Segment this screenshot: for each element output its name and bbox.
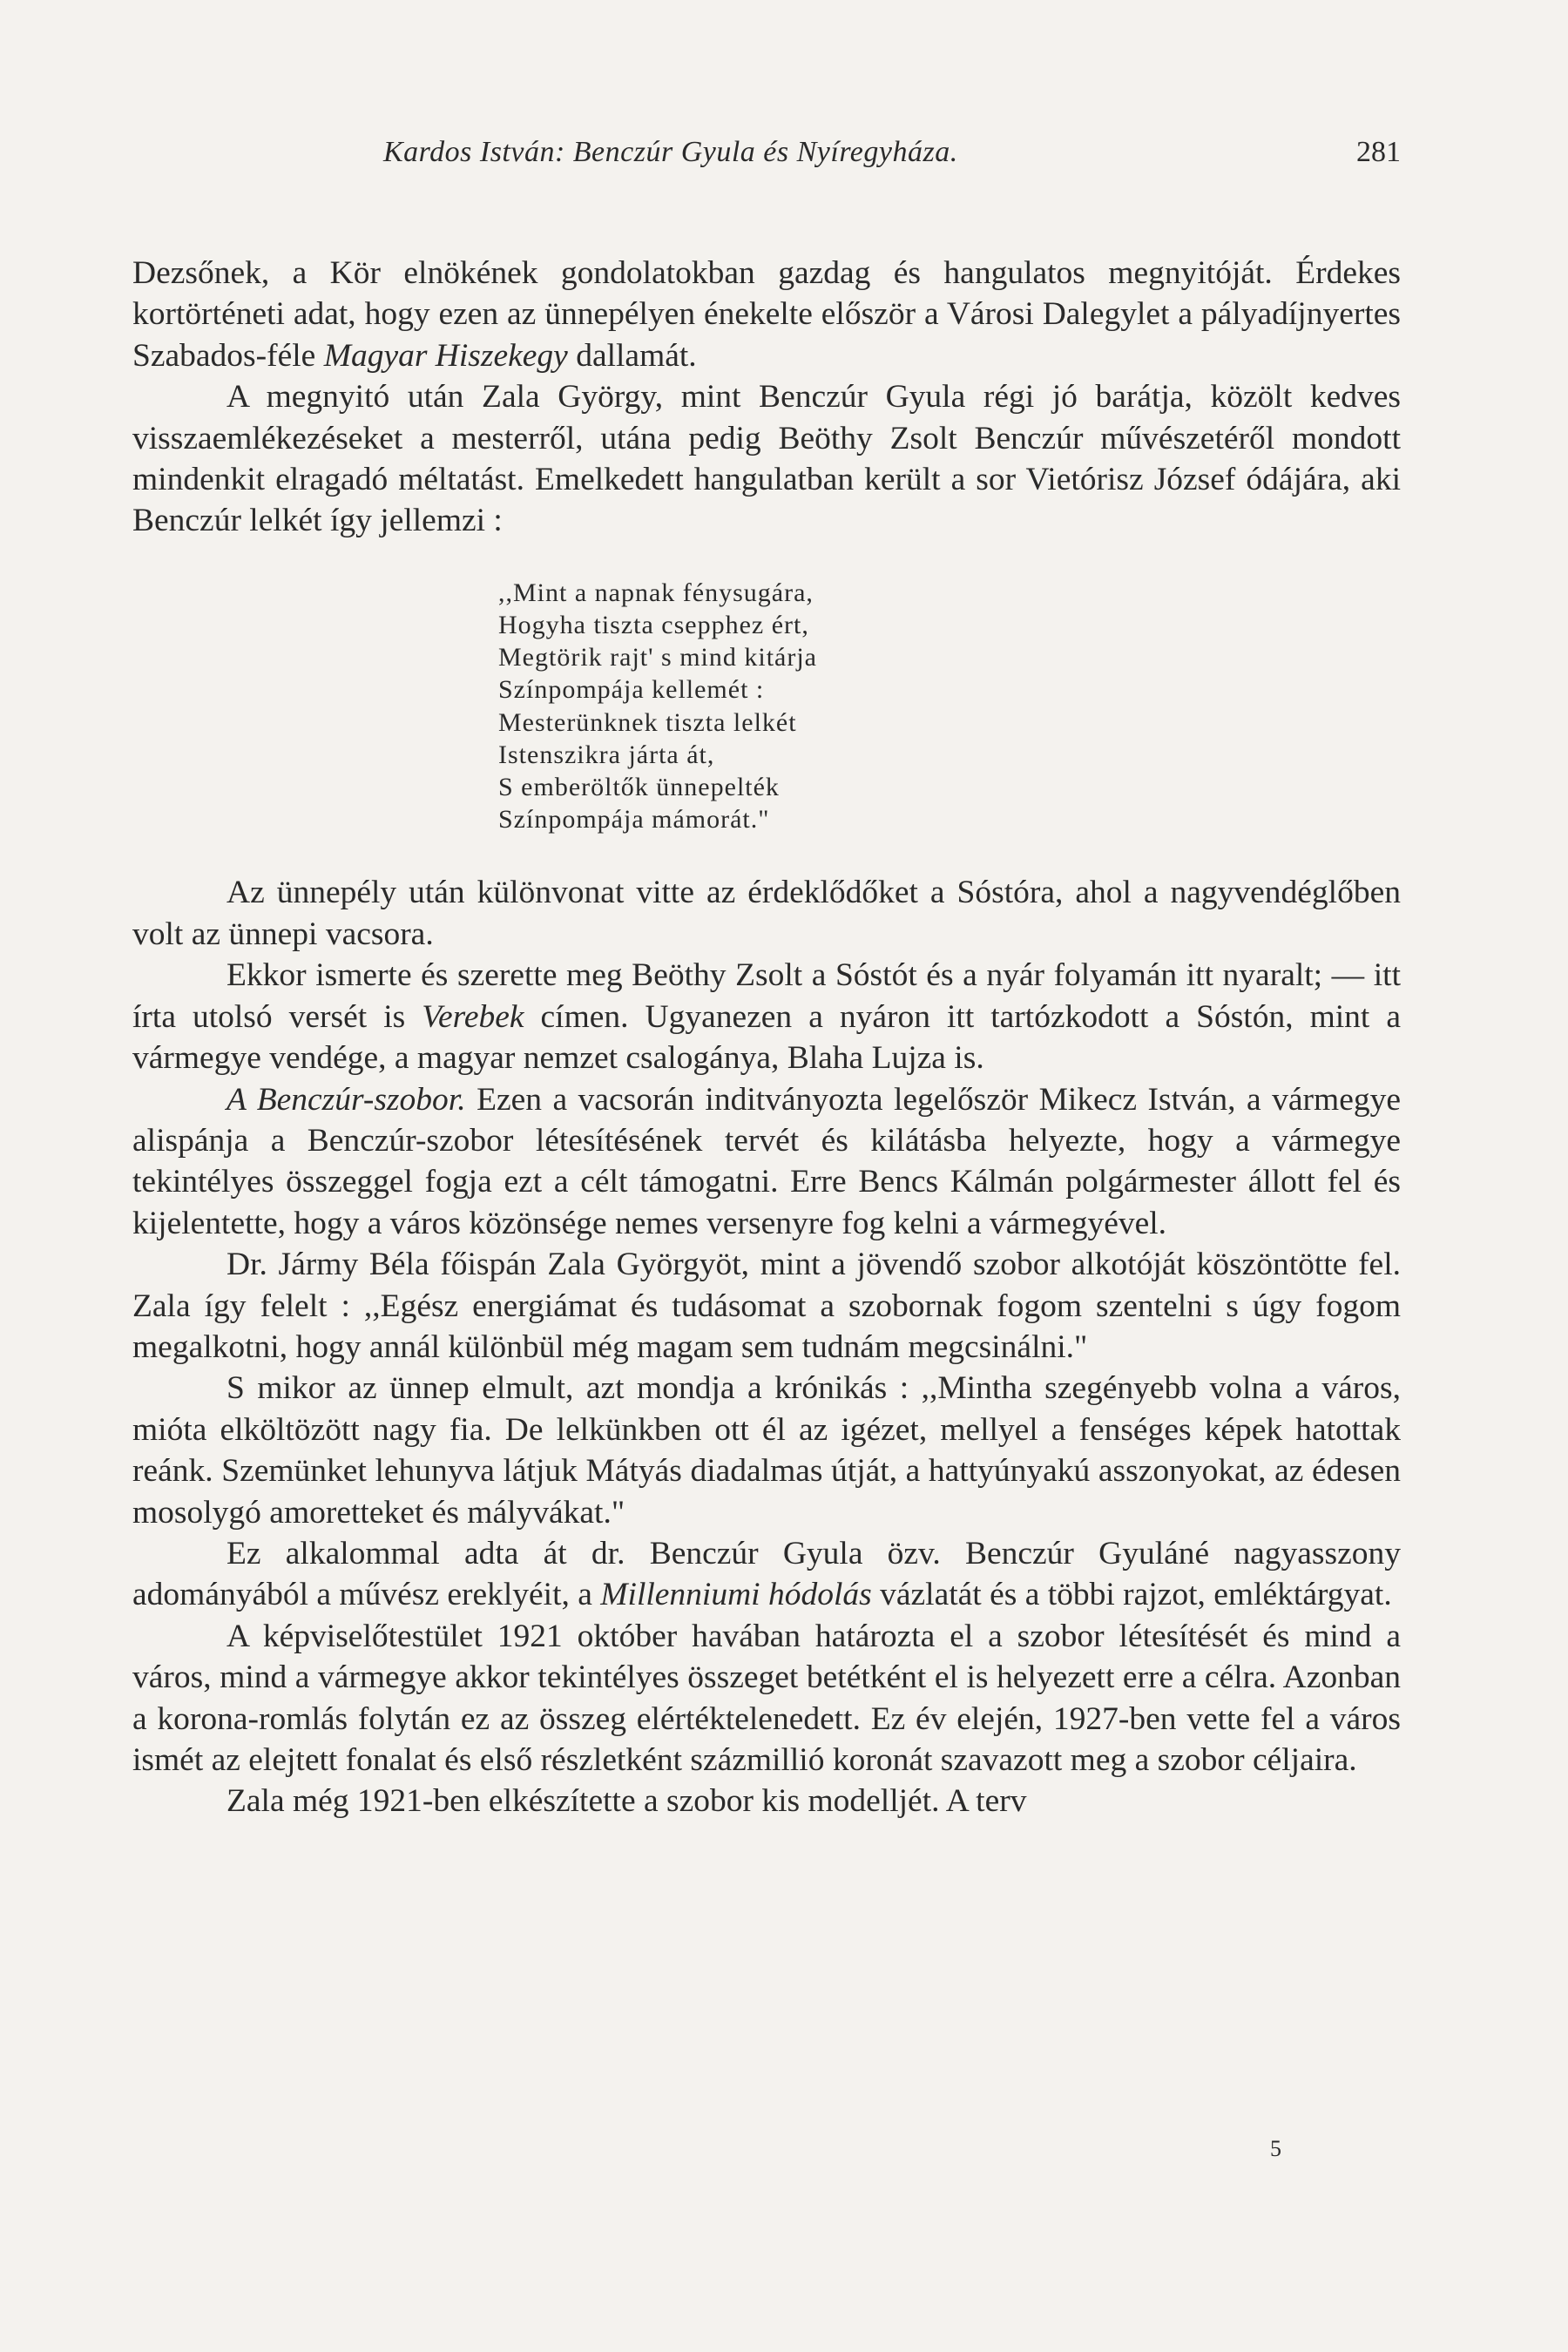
section-heading: A Benczúr-szobor. [226,1081,466,1118]
paragraph-1: Dezsőnek, a Kör elnökének gondolatokban gazdag és hangulatos megnyitóját. Érdekes kortörténeti adat, hogy ezen az ünnepélyen énekelte először a Városi Dalegylet a pályadíjnyertes Szabados-féle Magyar Hiszekegy dallamát. [132,255,1401,374]
paragraph-3: Az ünnepély után különvonat vitte az érdeklődőket a Sóstóra, ahol a nagyvendéglőben volt az ünnepi vacsora. [132,875,1401,952]
paragraph-5: A Benczúr-szobor. Ezen a vacsorán inditványozta legelőször Mikecz István, a vármegye alispánja a Benczúr-szobor létesítésének tervét és kilátásba helyezte, hogy a vármegye tekintélyes összeggel fogja ezt a célt támogatni. Erre Bencs Kálmán polgármester állott fel és kijelentette, hogy a város közönsége nemes versenyre fog kelni a vármegyével. [132,1081,1401,1241]
paragraph-4: Ekkor ismerte és szerette meg Beöthy Zsolt a Sóstót és a nyár folyamán itt nyaralt; — itt írta utolsó versét is Verebek címen. Ugyanezen a nyáron itt tartózkodott a Sóstón, mint a vármegye vendége, a magyar nemzet csalogánya, Blaha Lujza is. [132,957,1402,1077]
poem-line: Mesterünknek tiszta lelkét [498,707,797,737]
poem-line: S emberöltők ünnepelték [498,773,780,802]
poem-line: Megtörik rajt' s mind kitárja [498,643,818,672]
poem-quote [498,577,1401,836]
poem-line: Színpompája mámorát." [498,805,770,835]
page-number: 281 [1356,136,1401,168]
poem-line: Istenszikra járta át, [498,740,715,769]
poem-line: Színpompája kellemét : [498,675,765,705]
body-text [132,253,1401,1822]
paragraph-8: Ez alkalommal adta át dr. Benczúr Gyula özv. Benczúr Gyuláné nagyasszony adományából a művész ereklyéit, a Millenniumi hódolás vázlatát és a többi rajzot, emléktárgyat. [132,1535,1401,1613]
paragraph-6: Dr. Jármy Béla főispán Zala Györgyöt, mint a jövendő szobor alkotóját köszöntötte fel. Zala így felelt : ,,Egész energiámat és tudásomat a szobornak fogom szentelni s úgy fogom megalkotni, hogy annál különbül még magam sem tudnám megcsinálni." [132,1247,1401,1365]
running-header [383,135,1401,170]
signature-mark: 5 [1270,2136,1281,2161]
poem-line: Hogyha tiszta csepphez ért, [498,611,809,640]
running-title: Kardos István: Benczúr Gyula és Nyíregyháza. [383,136,958,168]
poem-line: ,,Mint a napnak fénysugára, [498,578,814,607]
paragraph-10: Zala még 1921-ben elkészítette a szobor kis modelljét. A terv [226,1783,1027,1820]
paragraph-7: S mikor az ünnep elmult, azt mondja a krónikás : ,,Mintha szegényebb volna a város, mióta elköltözött nagy fia. De lelkünkben ott él az igézet, mellyel a fenséges képek hatottak reánk. Szemünket lehunyva látjuk Mátyás diadalmas útját, a hattyúnyakú asszonyokat, az édesen mosolygó amoretteket és mályvákat." [132,1370,1401,1531]
paragraph-2: A megnyitó után Zala György, mint Benczúr Gyula régi jó barátja, közölt kedves visszaemlékezéseket a mesterről, utána pedig Beöthy Zsolt Benczúr művészetéről mondott mindenkit elragadó méltatást. Emelkedett hangulatban került a sor Vietórisz József ódájára, aki Benczúr lelkét így jellemzi : [132,379,1401,539]
paragraph-9: A képviselőtestület 1921 október havában határozta el a szobor létesítését és mind a város, mind a vármegye akkor tekintélyes összeget betétként el is helyezett erre a célra. Azonban a korona-romlás folytán ez az összeg elértéktelenedett. Ez év elején, 1927-ben vette fel a város ismét az elejtett fonalat és első részletként százmillió koronát szavazott meg a szobor céljaira. [132,1618,1401,1778]
